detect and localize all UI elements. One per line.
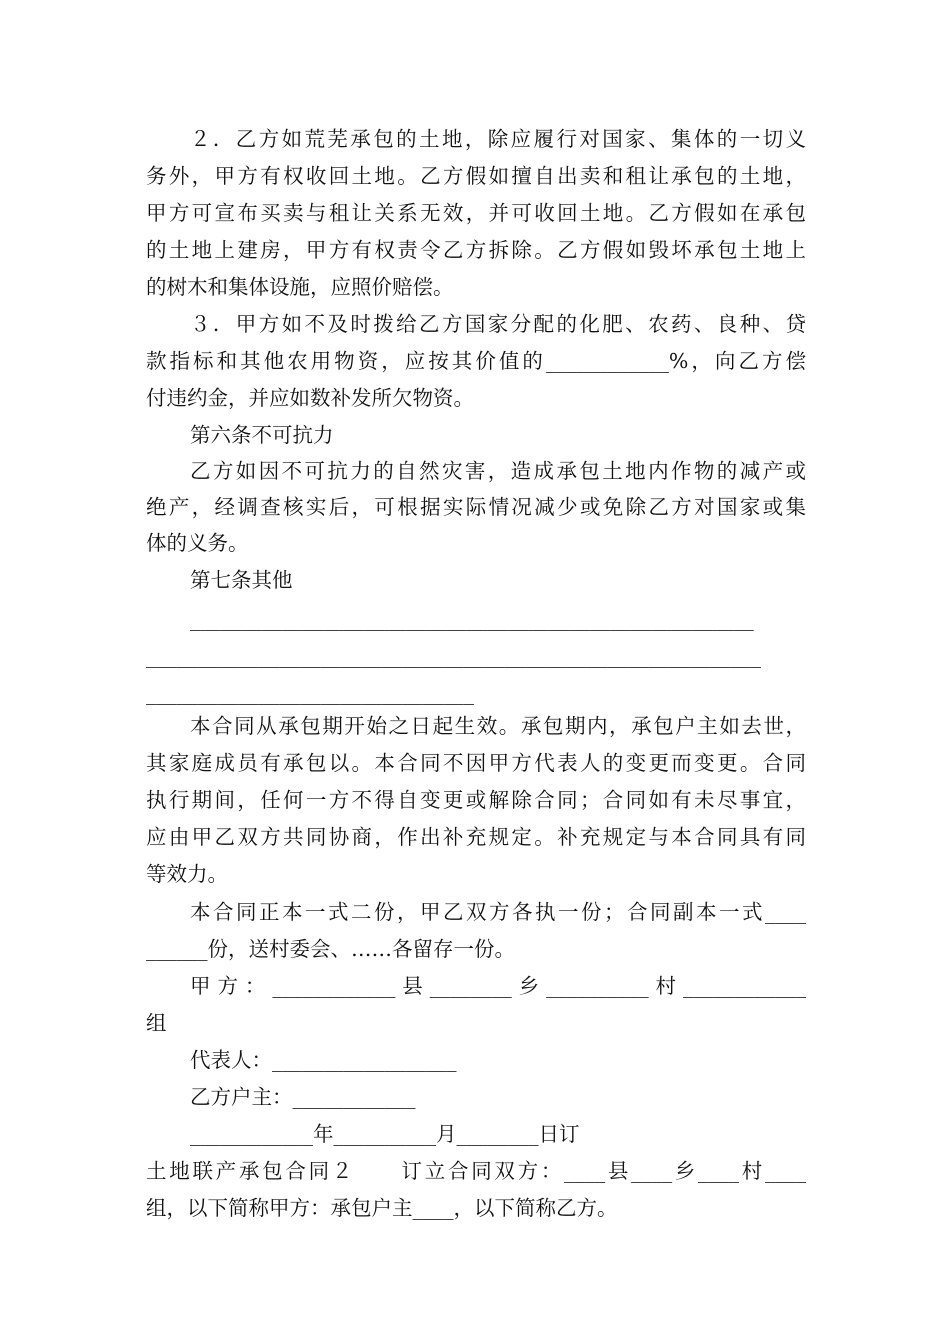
- clause-5-2-line: 的树木和集体设施，应照价赔偿。: [146, 275, 454, 299]
- effective-clause-line: 执行期间，任何一方不得自变更或解除合同；合同如有未尽事宜，: [146, 788, 806, 812]
- article-7-blank-line: ____________________________________________________________: [146, 644, 761, 668]
- clause-5-2-line: 的土地上建房，甲方有权责令乙方拆除。乙方假如毁坏承包土地上: [146, 238, 806, 262]
- article-6-heading: 第六条不可抗力: [190, 423, 334, 447]
- copies-clause-line: ______份，送村委会、……各留存一份。: [146, 937, 515, 961]
- effective-clause-line: 其家庭成员有承包以。本合同不因甲方代表人的变更而变更。合同: [146, 751, 806, 775]
- clause-5-2-line: ２．乙方如荒芜承包的土地，除应履行对国家、集体的一切义: [190, 127, 806, 151]
- effective-clause-line: 等效力。: [146, 862, 228, 886]
- clause-5-2-line: 甲方可宣布买卖与租让关系无效，并可收回土地。乙方假如在承包: [146, 201, 806, 225]
- party-b-signature: 乙方户主：____________: [190, 1085, 416, 1109]
- article-7-blank-line: ________________________________: [146, 681, 474, 705]
- representative-signature: 代表人：__________________: [190, 1048, 457, 1072]
- clause-5-3-line: 款指标和其他农用物资，应按其价值的____________%，向乙方偿: [146, 349, 806, 373]
- article-7-heading: 第七条其他: [190, 568, 293, 592]
- effective-clause-line: 应由甲乙双方共同协商，作出补充规定。补充规定与本合同具有同: [146, 825, 806, 849]
- clause-5-2-line: 务外，甲方有权收回土地。乙方假如擅自出卖和租让承包的土地，: [146, 164, 806, 188]
- clause-5-3-line: 付违约金，并应如数补发所欠物资。: [146, 386, 474, 410]
- article-7-blank-line: _______________________________________________________: [190, 607, 754, 631]
- sign-date: ____________年__________月________日订: [190, 1122, 580, 1146]
- party-a-signature-line: 组: [146, 1011, 167, 1035]
- effective-clause-line: 本合同从承包期开始之日起生效。承包期内，承包户主如去世，: [190, 714, 806, 738]
- copies-clause-line: 本合同正本一式二份，甲乙双方各执一份；合同副本一式____: [190, 900, 806, 924]
- contract-2-opening-line: 土地联产承包合同２ 订立合同双方：____县____乡____村____: [146, 1159, 806, 1183]
- article-6-body-line: 绝产，经调查核实后，可根据实际情况减少或免除乙方对国家或集: [146, 495, 806, 519]
- contract-2-opening-line: 组，以下简称甲方：承包户主____，以下简称乙方。: [146, 1196, 618, 1220]
- party-a-signature-line: 甲方：____________县________乡__________村____________: [190, 974, 806, 998]
- article-6-body-line: 体的义务。: [146, 531, 249, 555]
- article-6-body-line: 乙方如因不可抗力的自然灾害，造成承包土地内作物的减产或: [190, 459, 806, 483]
- clause-5-3-line: ３．甲方如不及时拨给乙方国家分配的化肥、农药、良种、贷: [190, 312, 806, 336]
